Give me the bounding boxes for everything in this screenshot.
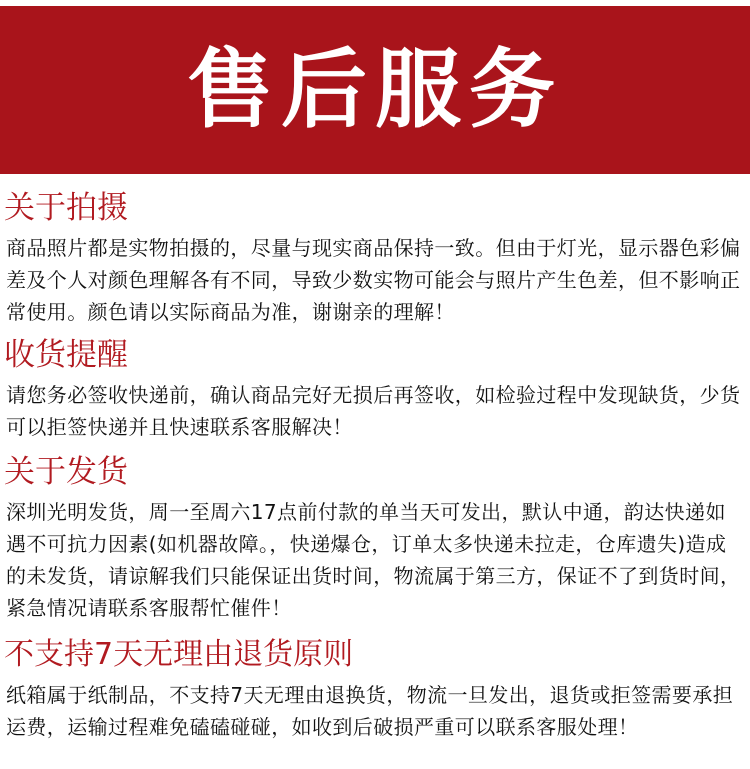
section-heading: 关于发货 [4, 454, 128, 490]
section-heading: 关于拍摄 [4, 190, 128, 226]
section-receipt-reminder [0, 335, 750, 443]
section-body: 深圳光明发货，周一至周六17点前付款的单当天可发出，默认中通，韵达快递如遇不可抗力因素(如机器故障。，快递爆仓，订单太多快递未拉走，仓库遗失)造成的未发货，请谅解我们只能保证出货时间，物流属于第三方，保证不了到货时间，紧急情况请联系客服帮忙催件！ [6, 500, 741, 620]
section-heading: 收货提醒 [4, 337, 128, 373]
header-banner [0, 6, 750, 174]
section-body: 商品照片都是实物拍摄的，尽量与现实商品保持一致。但由于灯光，显示器色彩偏差及个人对颜色理解各有不同，导致少数实物可能会与照片产生色差，但不影响正常使用。颜色请以实际商品为准，谢谢亲的理解！ [6, 236, 741, 324]
section-heading: 不支持7天无理由退货原则 [4, 637, 354, 672]
section-photography [0, 188, 750, 328]
page-title: 售后服务 [187, 40, 563, 140]
section-return-policy [0, 635, 750, 743]
section-body: 纸箱属于纸制品，不支持7天无理由退换货，物流一旦发出，退货或拒签需要承担运费，运输过程难免磕磕碰碰，如收到后破损严重可以联系客服处理！ [6, 683, 734, 739]
section-body: 请您务必签收快递前，确认商品完好无损后再签收，如检验过程中发现缺货，少货可以拒签快递并且快速联系客服解决！ [6, 383, 741, 439]
section-shipping [0, 452, 750, 624]
